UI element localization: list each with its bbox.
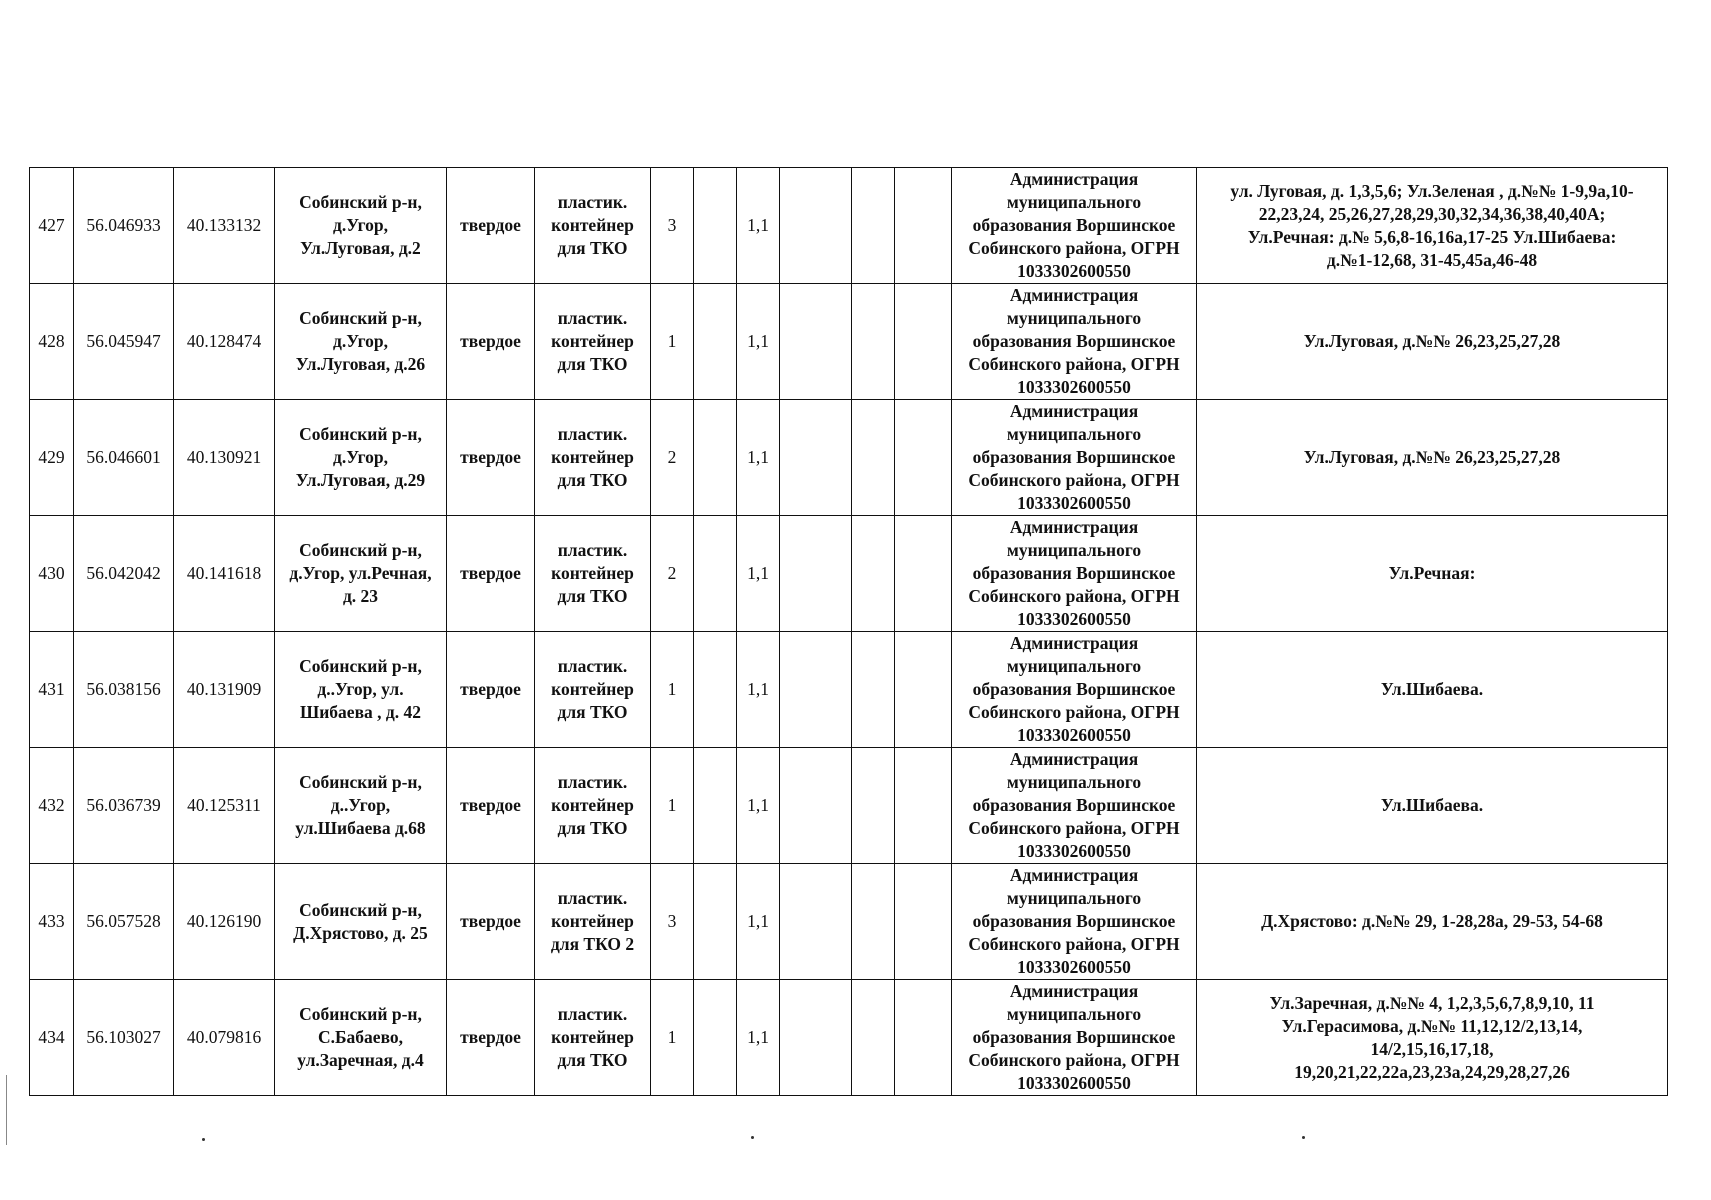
empty-cell [694,168,737,284]
latitude-cell: 56.038156 [74,632,174,748]
container-type-cell: пластик. контейнер для ТКО [535,400,651,516]
owner-cell: Администрация муниципального образования Воршинское Собинского района, ОГРН 1033302600550 [952,400,1197,516]
surface-cell: твердое [447,400,535,516]
owner-cell: Администрация муниципального образования Воршинское Собинского района, ОГРН 1033302600550 [952,516,1197,632]
container-count-cell: 1 [651,632,694,748]
address-cell: Собинский р-н, С.Бабаево, ул.Заречная, д.4 [275,980,447,1096]
table-row [30,864,1668,980]
empty-cell [852,400,895,516]
container-volume-cell: 1,1 [737,400,780,516]
latitude-cell: 56.045947 [74,284,174,400]
empty-cell [694,864,737,980]
container-type-cell: пластик. контейнер для ТКО [535,284,651,400]
container-count-cell: 2 [651,400,694,516]
owner-cell: Администрация муниципального образования Воршинское Собинского района, ОГРН 1033302600550 [952,284,1197,400]
longitude-cell: 40.131909 [174,632,275,748]
container-type-cell: пластик. контейнер для ТКО [535,632,651,748]
scan-speck [202,1138,205,1141]
empty-cell [852,168,895,284]
surface-cell: твердое [447,864,535,980]
empty-cell [895,748,952,864]
latitude-cell: 56.057528 [74,864,174,980]
address-cell: Собинский р-н, д.Угор, Ул.Луговая, д.29 [275,400,447,516]
registry-table [29,167,1668,1096]
container-volume-cell: 1,1 [737,748,780,864]
container-volume-cell: 1,1 [737,632,780,748]
empty-cell [895,980,952,1096]
empty-cell [694,284,737,400]
scan-speck [1302,1136,1305,1139]
longitude-cell: 40.079816 [174,980,275,1096]
owner-cell: Администрация муниципального образования Воршинское Собинского района, ОГРН 1033302600550 [952,980,1197,1096]
surface-cell: твердое [447,748,535,864]
longitude-cell: 40.126190 [174,864,275,980]
container-type-cell: пластик. контейнер для ТКО [535,516,651,632]
longitude-cell: 40.125311 [174,748,275,864]
container-volume-cell: 1,1 [737,168,780,284]
container-type-cell: пластик. контейнер для ТКО [535,748,651,864]
served-objects-cell: Ул.Луговая, д.№№ 26,23,25,27,28 [1197,284,1668,400]
latitude-cell: 56.042042 [74,516,174,632]
owner-cell: Администрация муниципального образования Воршинское Собинского района, ОГРН 1033302600550 [952,168,1197,284]
empty-cell [852,284,895,400]
table-row [30,400,1668,516]
served-objects-cell: Ул.Заречная, д.№№ 4, 1,2,3,5,6,7,8,9,10, 11 Ул.Герасимова, д.№№ 11,12,12/2,13,14, 14/2,15,16,17,18, 19,20,21,22,22а,23,23а,24,29,28,27,26 [1197,980,1668,1096]
row-number-cell: 433 [30,864,74,980]
empty-cell [780,400,852,516]
empty-cell [852,748,895,864]
container-volume-cell: 1,1 [737,864,780,980]
container-volume-cell: 1,1 [737,284,780,400]
surface-cell: твердое [447,980,535,1096]
table-row [30,168,1668,284]
table-body [30,168,1668,1096]
empty-cell [780,980,852,1096]
surface-cell: твердое [447,516,535,632]
empty-cell [780,864,852,980]
container-type-cell: пластик. контейнер для ТКО [535,980,651,1096]
container-count-cell: 2 [651,516,694,632]
empty-cell [694,980,737,1096]
address-cell: Собинский р-н, Д.Хрястово, д. 25 [275,864,447,980]
table-row [30,748,1668,864]
longitude-cell: 40.141618 [174,516,275,632]
longitude-cell: 40.133132 [174,168,275,284]
table-row [30,516,1668,632]
scan-margin-mark [6,1075,7,1145]
surface-cell: твердое [447,284,535,400]
latitude-cell: 56.103027 [74,980,174,1096]
row-number-cell: 432 [30,748,74,864]
surface-cell: твердое [447,168,535,284]
served-objects-cell: Ул.Речная: [1197,516,1668,632]
empty-cell [895,168,952,284]
empty-cell [780,632,852,748]
table-row [30,980,1668,1096]
served-objects-cell: Д.Хрястово: д.№№ 29, 1-28,28а, 29-53, 54-68 [1197,864,1668,980]
served-objects-cell: Ул.Шибаева. [1197,632,1668,748]
scan-speck [751,1136,754,1139]
owner-cell: Администрация муниципального образования Воршинское Собинского района, ОГРН 1033302600550 [952,864,1197,980]
served-objects-cell: Ул.Луговая, д.№№ 26,23,25,27,28 [1197,400,1668,516]
owner-cell: Администрация муниципального образования Воршинское Собинского района, ОГРН 1033302600550 [952,632,1197,748]
empty-cell [780,284,852,400]
empty-cell [852,632,895,748]
row-number-cell: 428 [30,284,74,400]
container-count-cell: 1 [651,980,694,1096]
latitude-cell: 56.046933 [74,168,174,284]
row-number-cell: 430 [30,516,74,632]
address-cell: Собинский р-н, д.Угор, Ул.Луговая, д.2 [275,168,447,284]
empty-cell [852,864,895,980]
empty-cell [895,516,952,632]
empty-cell [694,632,737,748]
longitude-cell: 40.130921 [174,400,275,516]
table-row [30,284,1668,400]
address-cell: Собинский р-н, д..Угор, ул.Шибаева д.68 [275,748,447,864]
empty-cell [694,400,737,516]
container-type-cell: пластик. контейнер для ТКО 2 [535,864,651,980]
container-type-cell: пластик. контейнер для ТКО [535,168,651,284]
container-count-cell: 3 [651,864,694,980]
address-cell: Собинский р-н, д.Угор, Ул.Луговая, д.26 [275,284,447,400]
empty-cell [852,980,895,1096]
empty-cell [780,748,852,864]
empty-cell [895,400,952,516]
empty-cell [895,864,952,980]
container-count-cell: 1 [651,284,694,400]
container-volume-cell: 1,1 [737,516,780,632]
row-number-cell: 431 [30,632,74,748]
surface-cell: твердое [447,632,535,748]
served-objects-cell: ул. Луговая, д. 1,3,5,6; Ул.Зеленая , д.№№ 1-9,9а,10- 22,23,24, 25,26,27,28,29,30,32,34,36,38,40,40А; Ул.Речная: д.№ 5,6,8-16,16а,17-25 Ул.Шибаева: д.№1-12,68, 31-45,45а,46-48 [1197,168,1668,284]
address-cell: Собинский р-н, д.Угор, ул.Речная, д. 23 [275,516,447,632]
address-cell: Собинский р-н, д..Угор, ул. Шибаева , д. 42 [275,632,447,748]
empty-cell [694,748,737,864]
served-objects-cell: Ул.Шибаева. [1197,748,1668,864]
empty-cell [694,516,737,632]
latitude-cell: 56.036739 [74,748,174,864]
empty-cell [895,632,952,748]
row-number-cell: 429 [30,400,74,516]
container-count-cell: 1 [651,748,694,864]
latitude-cell: 56.046601 [74,400,174,516]
container-count-cell: 3 [651,168,694,284]
empty-cell [852,516,895,632]
container-volume-cell: 1,1 [737,980,780,1096]
longitude-cell: 40.128474 [174,284,275,400]
empty-cell [780,168,852,284]
table-row [30,632,1668,748]
empty-cell [895,284,952,400]
empty-cell [780,516,852,632]
owner-cell: Администрация муниципального образования Воршинское Собинского района, ОГРН 1033302600550 [952,748,1197,864]
row-number-cell: 434 [30,980,74,1096]
row-number-cell: 427 [30,168,74,284]
